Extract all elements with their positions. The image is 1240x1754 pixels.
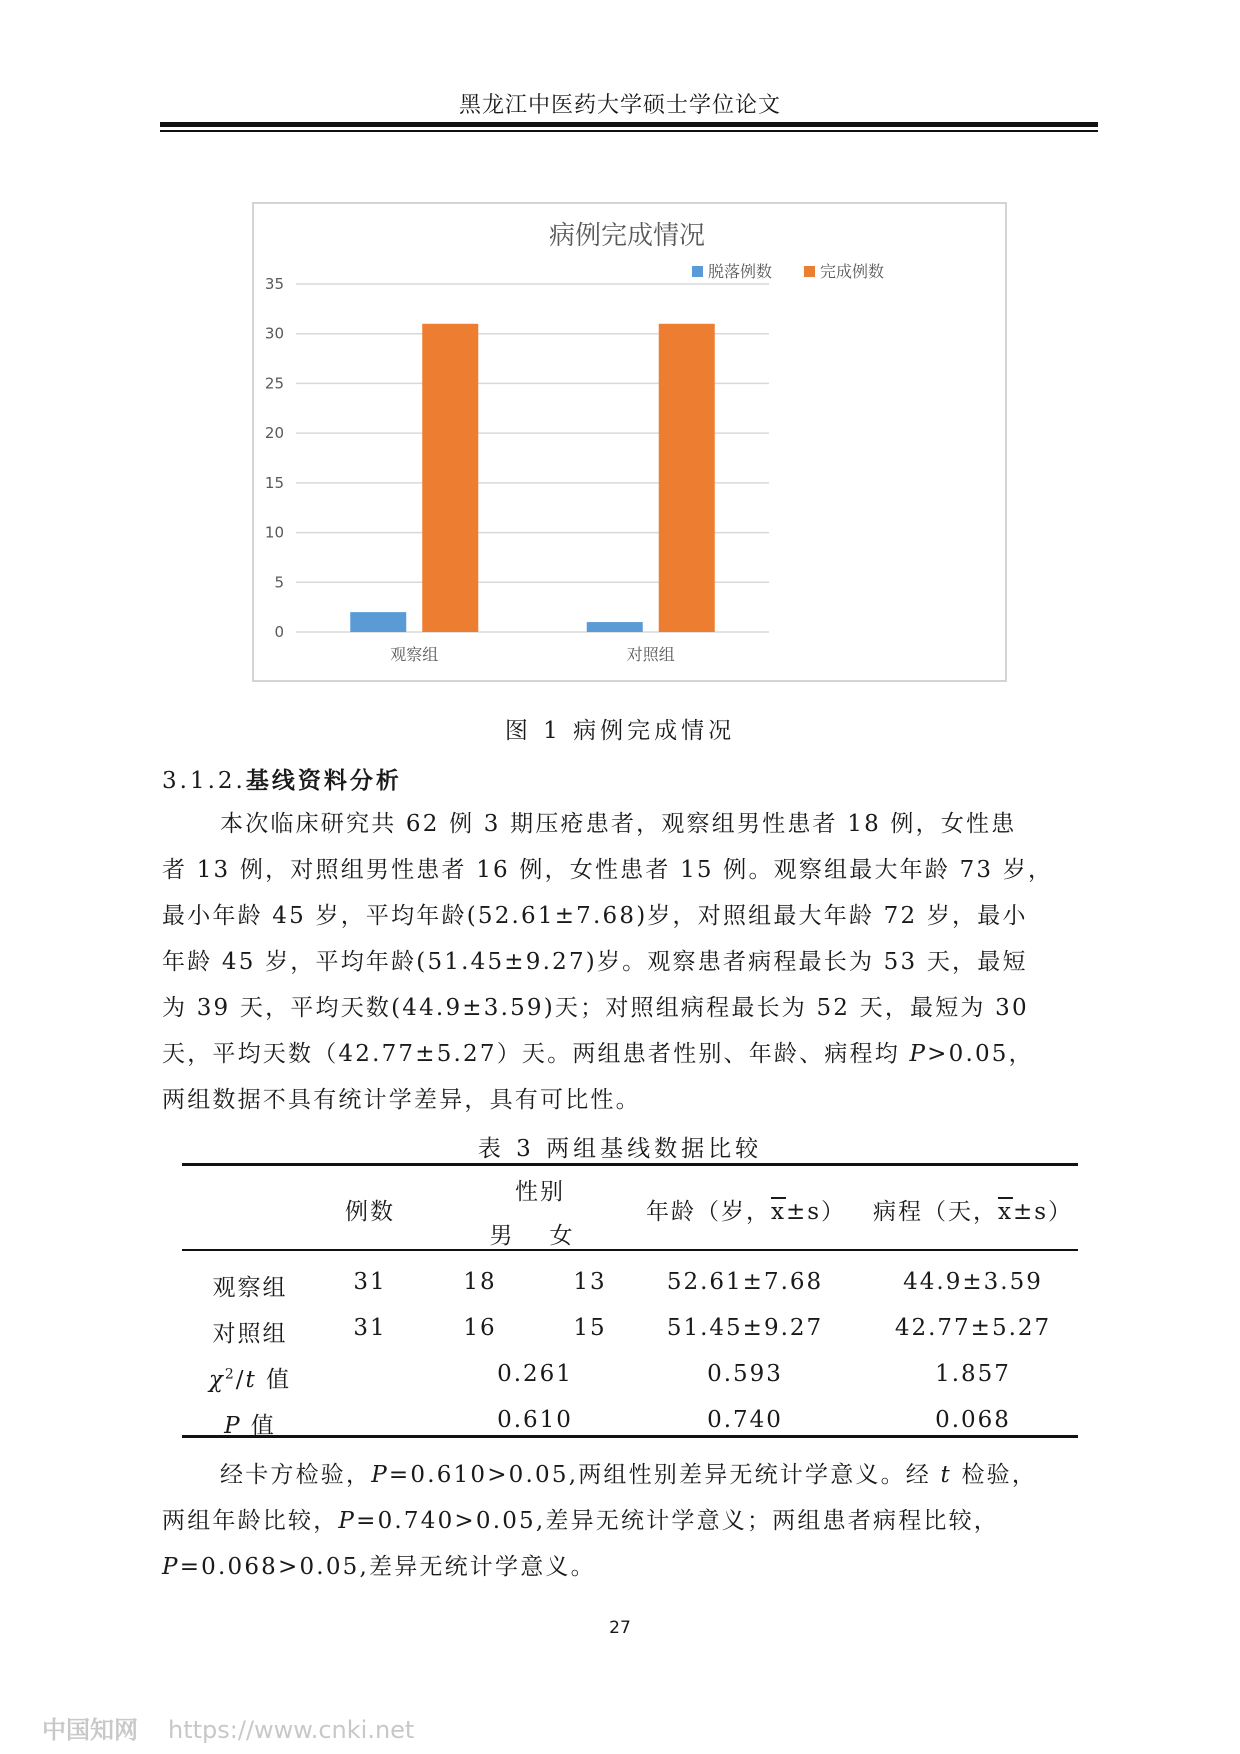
text-span: 检验， — [951, 1462, 1038, 1488]
row-label-control: 对照组 — [212, 1321, 288, 1347]
header-rule-thick — [160, 122, 1098, 127]
legend-swatch — [804, 266, 815, 277]
bar-completed — [659, 324, 715, 632]
paragraph-line: 年龄 45 岁，平均年龄(51.45±9.27)岁。观察患者病程最长为 53 天，最短 — [162, 949, 1028, 975]
y-tick-label: 25 — [264, 374, 284, 393]
bar-chart — [254, 204, 1005, 680]
legend-label: 脱落例数 — [708, 262, 773, 281]
cell-p-sex: 0.610 — [497, 1407, 573, 1433]
page-number: 27 — [609, 1618, 631, 1638]
y-tick-label: 30 — [264, 324, 284, 343]
text-span: =0.068>0.05,差异无统计学意义。 — [179, 1554, 596, 1580]
table-header-rule — [182, 1249, 1078, 1251]
italic-p: P — [909, 1041, 928, 1067]
italic-p: P — [338, 1508, 357, 1534]
value-suffix: 值 — [241, 1413, 276, 1439]
table-bottom-rule — [182, 1435, 1078, 1438]
italic-p: P — [162, 1554, 180, 1580]
th-course-label: 病程（天， — [872, 1199, 998, 1225]
paragraph-line — [162, 1452, 1094, 1498]
th-sex: 性别 — [515, 1179, 565, 1205]
cell-male: 16 — [463, 1315, 497, 1341]
legend-label: 完成例数 — [820, 262, 885, 281]
chart-title: 病例完成情况 — [548, 221, 706, 251]
watermark-brand: 中国知网 — [42, 1716, 138, 1744]
paragraph-line: 本次临床研究共 62 例 3 期压疮患者，观察组男性患者 18 例，女性患 — [220, 811, 1017, 837]
y-tick-label: 0 — [274, 623, 284, 641]
watermark — [42, 1710, 414, 1745]
text-span: 两组年龄比较， — [162, 1508, 339, 1534]
x-category-label: 对照组 — [626, 645, 675, 664]
y-tick-label: 10 — [264, 523, 284, 542]
superscript-2: 2 — [224, 1366, 236, 1383]
section-title: 基线资料分析 — [245, 767, 402, 794]
paragraph-line: 两组数据不具有统计学差异，具有可比性。 — [162, 1087, 641, 1113]
bar-dropout — [350, 612, 406, 632]
th-female: 女 — [549, 1223, 575, 1249]
row-label-observe: 观察组 — [212, 1275, 288, 1301]
cell-p-age: 0.740 — [707, 1407, 783, 1433]
th-age-unit: ±s） — [785, 1199, 847, 1225]
paragraph-line: 为 39 天，平均天数(44.9±3.59)天；对照组病程最长为 52 天，最短为 30 — [162, 995, 1029, 1021]
th-age — [636, 1193, 856, 1226]
x-bar-symbol: $\overline{x}$ — [770, 1199, 786, 1225]
th-male: 男 — [489, 1223, 515, 1249]
x-bar-symbol: $\overline{x}$ — [997, 1199, 1013, 1225]
paragraph-line — [162, 1544, 1094, 1590]
cell-course: 42.77±5.27 — [894, 1315, 1052, 1341]
bar-completed — [422, 324, 478, 632]
p-symbol: P — [224, 1413, 242, 1439]
cell-age: 52.61±7.68 — [666, 1269, 824, 1295]
th-count: 例数 — [345, 1199, 395, 1225]
cell-female: 15 — [573, 1315, 607, 1341]
text-span: =0.740>0.05,差异无统计学意义；两组患者病程比较， — [356, 1508, 1000, 1534]
bar-dropout — [587, 622, 643, 632]
italic-p: P — [371, 1462, 389, 1488]
row-label-statistic — [195, 1361, 305, 1394]
paragraph-baseline — [162, 801, 1094, 1123]
th-course-unit: ±s） — [1012, 1199, 1074, 1225]
x-category-label: 观察组 — [390, 645, 439, 664]
cell-count: 31 — [353, 1269, 387, 1295]
text-span: 经卡方检验， — [220, 1462, 372, 1488]
cell-stat-sex: 0.261 — [497, 1361, 573, 1387]
figure-caption: 图 1 病例完成情况 — [504, 718, 736, 744]
y-tick-label: 20 — [264, 424, 284, 443]
text-span: 天，平均天数（42.77±5.27）天。两组患者性别、年龄、病程均 — [162, 1041, 910, 1067]
text-span: =0.610>0.05,两组性别差异无统计学意义。经 — [388, 1462, 941, 1488]
y-tick-label: 5 — [274, 573, 284, 592]
cell-p-course: 0.068 — [935, 1407, 1011, 1433]
cell-male: 18 — [463, 1269, 497, 1295]
text-span: >0.05， — [927, 1041, 1034, 1067]
value-suffix: 值 — [256, 1367, 292, 1393]
paragraph-conclusion — [162, 1452, 1094, 1590]
cell-female: 13 — [573, 1269, 607, 1295]
cell-stat-age: 0.593 — [707, 1361, 783, 1387]
legend-swatch — [692, 266, 703, 277]
y-tick-label: 15 — [264, 473, 284, 492]
slash: / — [235, 1367, 246, 1393]
italic-t: t — [940, 1462, 952, 1488]
paragraph-line: 最小年龄 45 岁，平均年龄(52.61±7.68)岁，对照组最大年龄 72 岁，最小 — [162, 903, 1028, 929]
thesis-header-title: 黑龙江中医药大学硕士学位论文 — [458, 93, 781, 118]
paragraph-line — [162, 1031, 1094, 1077]
section-heading — [162, 762, 402, 795]
th-age-label: 年龄（岁， — [645, 1199, 771, 1225]
header-rule-thin — [160, 130, 1098, 132]
paragraph-line: 者 13 例，对照组男性患者 16 例，女性患者 15 例。观察组最大年龄 73 岁， — [162, 857, 1054, 883]
watermark-url: https://www.cnki.net — [168, 1716, 415, 1744]
table-top-rule — [182, 1163, 1078, 1166]
y-tick-label: 35 — [264, 275, 284, 293]
chi-symbol: χ — [208, 1367, 225, 1393]
cell-stat-course: 1.857 — [935, 1361, 1011, 1387]
chart-frame — [252, 202, 1007, 682]
t-symbol: t — [245, 1367, 257, 1393]
cell-count: 31 — [353, 1315, 387, 1341]
paragraph-line — [162, 1498, 1094, 1544]
section-number: 3.1.2. — [162, 768, 246, 794]
th-course — [862, 1193, 1084, 1226]
cell-age: 51.45±9.27 — [666, 1315, 824, 1341]
cell-course: 44.9±3.59 — [903, 1269, 1043, 1295]
row-label-p — [195, 1407, 305, 1440]
table-caption: 表 3 两组基线数据比较 — [477, 1136, 763, 1162]
